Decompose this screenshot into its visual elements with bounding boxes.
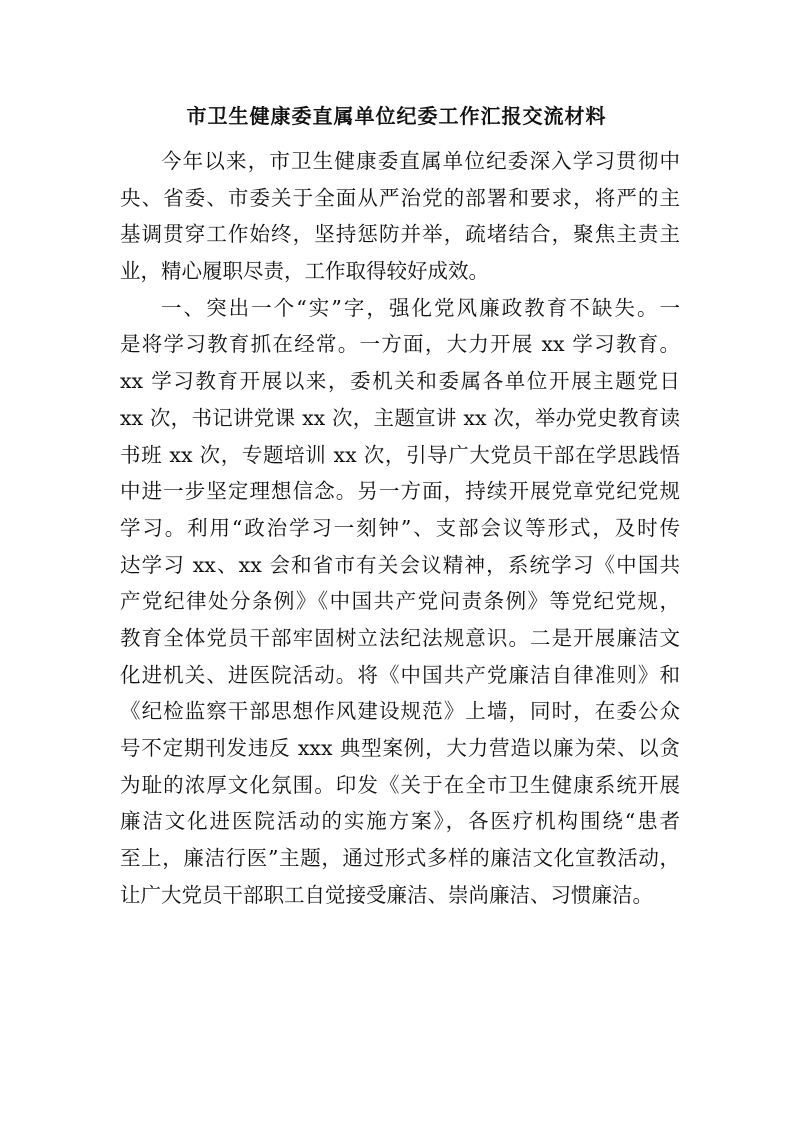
body-line: 至上，廉洁行医”主题，通过形式多样的廉洁文化宣教活动， xyxy=(120,846,680,871)
body-line: 为耻的浓厚文化氛围。印发《关于在全市卫生健康系统开展 xyxy=(120,772,680,797)
body-line: 一、突出一个“实”字，强化党风廉政教育不缺失。一 xyxy=(161,295,680,320)
body-line: 达学习 xx、xx 会和省市有关会议精神，系统学习《中国共 xyxy=(120,552,680,577)
body-line: xx 次，书记讲党课 xx 次，主题宣讲 xx 次，举办党史教育读 xyxy=(120,405,680,430)
body-line: 中进一步坚定理想信念。另一方面，持续开展党章党纪党规 xyxy=(120,479,680,504)
body-line: 化进机关、进医院活动。将《中国共产党廉洁自律准则》和 xyxy=(120,662,680,687)
body-line: 今年以来，市卫生健康委直属单位纪委深入学习贯彻中 xyxy=(161,149,680,173)
body-line: 《纪检监察干部思想作风建设规范》上墙，同时，在委公众 xyxy=(120,699,680,724)
body-line: 让广大党员干部职工自觉接受廉洁、崇尚廉洁、习惯廉洁。 xyxy=(120,882,653,907)
document-title: 市卫生健康委直属单位纪委工作汇报交流材料 xyxy=(186,104,607,128)
body-line: xx 学习教育开展以来，委机关和委属各单位开展主题党日 xyxy=(120,369,680,394)
body-line: 基调贯穿工作始终，坚持惩防并举，疏堵结合，聚焦主责主 xyxy=(120,222,680,247)
body-line: 是将学习教育抓在经常。一方面，大力开展 xx 学习教育。 xyxy=(120,332,680,357)
body-line: 号不定期刊发违反 xxx 典型案例，大力营造以廉为荣、以贪 xyxy=(120,736,680,760)
body-line: 教育全体党员干部牢固树立法纪法规意识。二是开展廉洁文 xyxy=(120,625,680,650)
body-line: 业，精心履职尽责，工作取得较好成效。 xyxy=(120,259,489,284)
body-line: 学习。利用“政治学习一刻钟”、支部会议等形式，及时传 xyxy=(120,515,680,540)
body-line: 央、省委、市委关于全面从严治党的部署和要求，将严的主 xyxy=(120,185,680,210)
document-body xyxy=(120,143,680,913)
body-line: 廉洁文化进医院活动的实施方案》，各医疗机构围绕“患者 xyxy=(120,809,680,834)
body-line: 书班 xx 次，专题培训 xx 次，引导广大党员干部在学思践悟 xyxy=(120,442,680,467)
body-line: 产党纪律处分条例》《中国共产党问责条例》等党纪党规， xyxy=(120,589,680,614)
